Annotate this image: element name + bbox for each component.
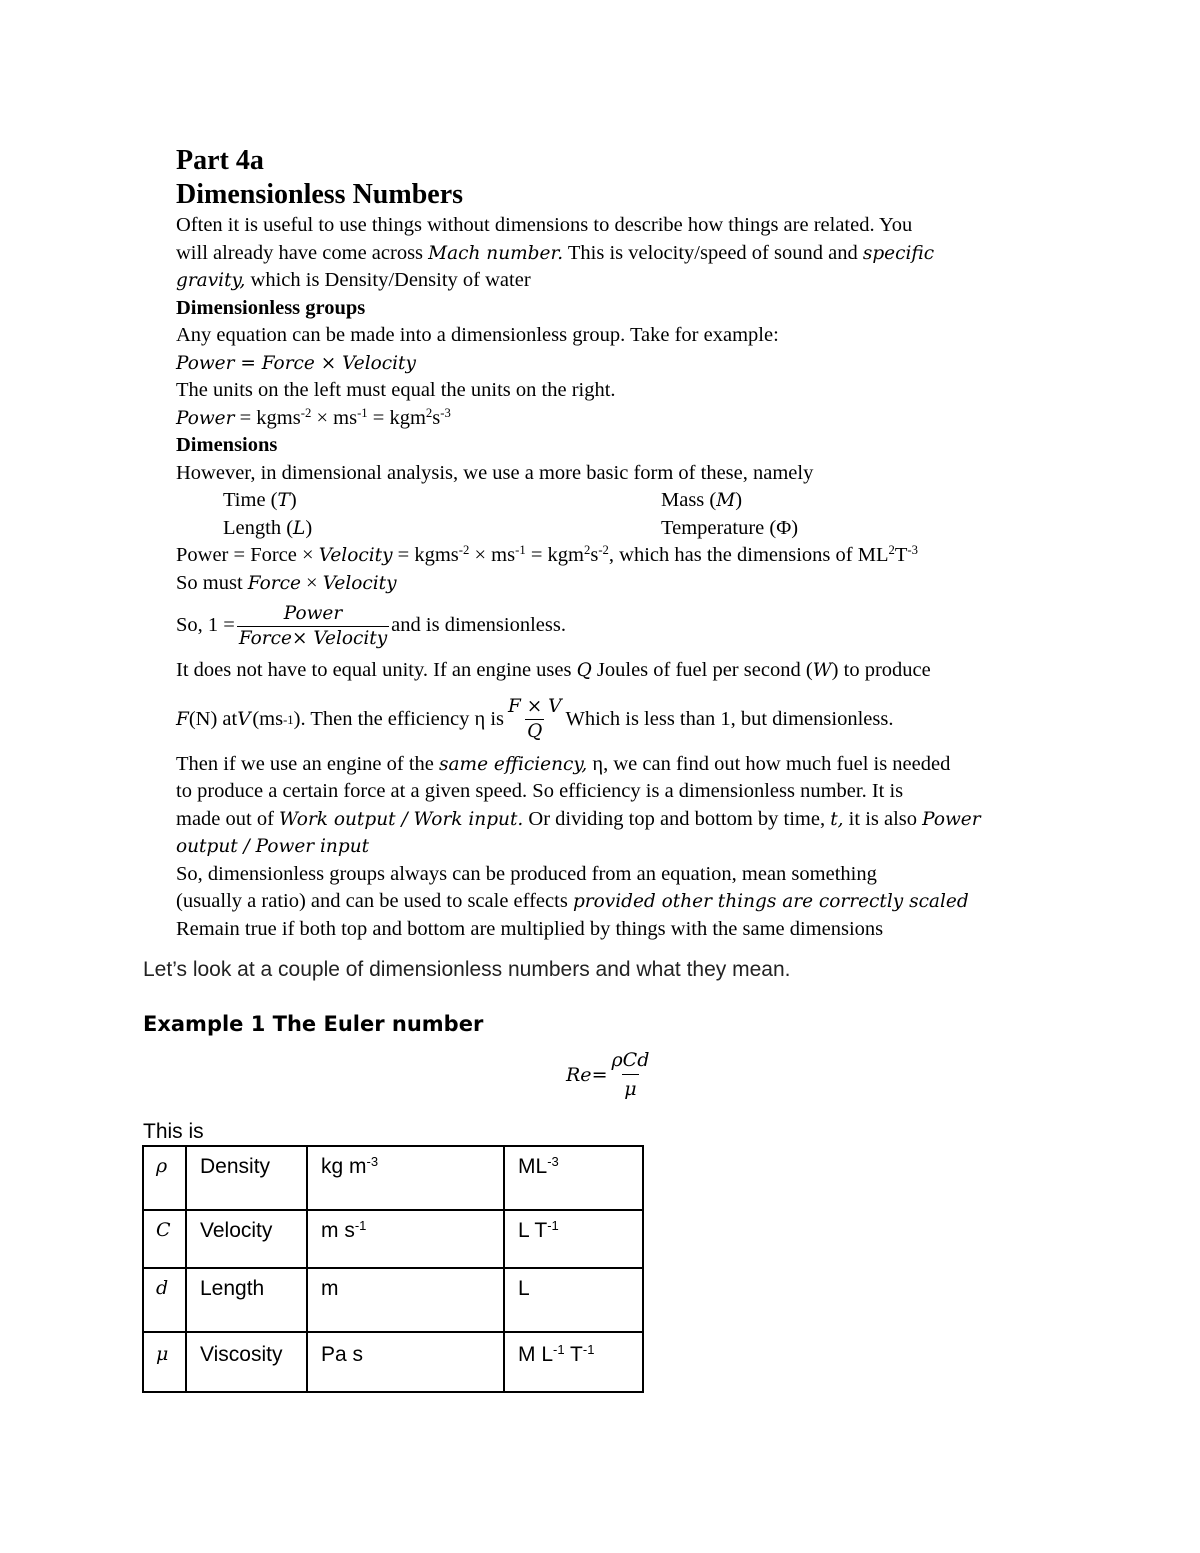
table-row	[143, 1268, 643, 1332]
dim-temperature: Temperature (Φ)	[661, 516, 799, 539]
intro-line-1: Often it is useful to use things without dimensions to describe how things are related. You	[176, 214, 913, 236]
dimensions-line-1: However, in dimensional analysis, we use a more basic form of these, namely	[176, 461, 814, 484]
unit-cell: Pa s	[307, 1332, 504, 1392]
dimensionless-fraction-line: So, 1 = $\frac{\text{Power}}{\text{Force× Velocity}}$ and is dimensionless.	[176, 602, 566, 649]
symbol-cell: C	[143, 1210, 186, 1268]
so-must-line: So must Force × Velocity	[176, 571, 397, 594]
para2-line-1: Then if we use an engine of the same efficiency, η, we can find out how much fuel is needed	[176, 752, 951, 775]
para3-line-2: (usually a ratio) and can be used to scale effects provided other things are correctly scaled	[176, 890, 969, 912]
lets-look-line: Let’s look at a couple of dimensionless numbers and what they mean.	[143, 958, 791, 981]
groups-line-2: The units on the left must equal the units on the right.	[176, 379, 616, 401]
quantity-cell: Density	[186, 1146, 307, 1210]
para3-line-1: So, dimensionless groups always can be produced from an equation, mean something	[176, 862, 877, 885]
dimension-list	[176, 487, 1076, 542]
quantity-cell: Length	[186, 1268, 307, 1332]
symbol-cell: d	[143, 1268, 186, 1332]
table-row	[143, 1146, 643, 1210]
dimension-cell: L $T^{-1}$	[504, 1210, 643, 1268]
reynolds-fraction: $\frac{\text{ρCd}}{\mu}$	[609, 1046, 651, 1103]
table-row	[143, 1332, 643, 1392]
dimensions-heading: Dimensions	[176, 434, 278, 456]
symbol-cell: μ	[143, 1332, 186, 1392]
variables-table	[142, 1145, 644, 1393]
part-title: Part 4a	[176, 145, 264, 176]
efficiency-fraction: $\frac{F \times V}{Q}$	[508, 696, 562, 742]
quantity-cell: Viscosity	[186, 1332, 307, 1392]
groups-line-1: Any equation can be made into a dimensionless group. Take for example:	[176, 324, 779, 346]
dim-time: Time (T)	[223, 489, 297, 511]
dimension-cell: M $L^{-1}$ $T^{-1}$	[504, 1332, 643, 1392]
power-dimensions-line: Power = Force × Velocity = kgms$^{-2}$ × $ms^{-1} = kgm^2s^{-2}$, which has the dimensions of $ML^2T^{-3}$	[176, 543, 918, 566]
intro-line-3: gravity, which is Density/Density of water	[176, 269, 531, 291]
document-body	[176, 140, 1076, 943]
unity-line: It does not have to equal unity. If an engine uses Q Joules of fuel per second (W) to produce	[176, 659, 931, 681]
reynolds-equation: Re = $\frac{\text{ρCd}}{\mu}$	[566, 1046, 653, 1103]
example1-heading: Example 1 The Euler number	[143, 1012, 484, 1036]
efficiency-line: F (N) at V (ms -1 ). Then the efficiency η is $\frac{F \times V}{Q}$ Which is less than 1, but dimensionless.	[176, 696, 894, 742]
para2-line-4: output / Power input	[176, 836, 370, 857]
power-equation: Power = Force × Velocity	[176, 352, 416, 374]
table-row	[143, 1210, 643, 1268]
para3-line-3: Remain true if both top and bottom are multiplied by things with the same dimensions	[176, 917, 884, 940]
dim-mass: Mass (M)	[661, 489, 743, 511]
quantity-cell: Velocity	[186, 1210, 307, 1268]
unit-cell: m $s^{-1}$	[307, 1210, 504, 1268]
dim-length: Length (L)	[223, 516, 313, 539]
groups-heading: Dimensionless groups	[176, 296, 366, 319]
dimension-cell: L	[504, 1268, 643, 1332]
dimension-cell: $ML^{-3}$	[504, 1146, 643, 1210]
para2-line-3: made out of Work output / Work input. Or dividing top and bottom by time, t, it is also Power	[176, 807, 981, 830]
power-fraction: $\frac{\text{Power}}{\text{Force× Velocity}}$	[238, 602, 388, 649]
unit-cell: m	[307, 1268, 504, 1332]
para2-line-2: to produce a certain force at a given speed. So efficiency is a dimensionless number. It is	[176, 780, 904, 802]
intro-line-2: will already have come across Mach number. This is velocity/speed of sound and specific	[176, 241, 935, 264]
page-title: Dimensionless Numbers	[176, 179, 464, 210]
this-is-label: This is	[143, 1120, 204, 1143]
power-units-equation: Power = kgms$^{-2}$ × $ms^{-1} = kgm^2s^{-3}$	[176, 405, 451, 429]
symbol-cell: ρ	[143, 1146, 186, 1210]
unit-cell: kg $m^{-3}$	[307, 1146, 504, 1210]
